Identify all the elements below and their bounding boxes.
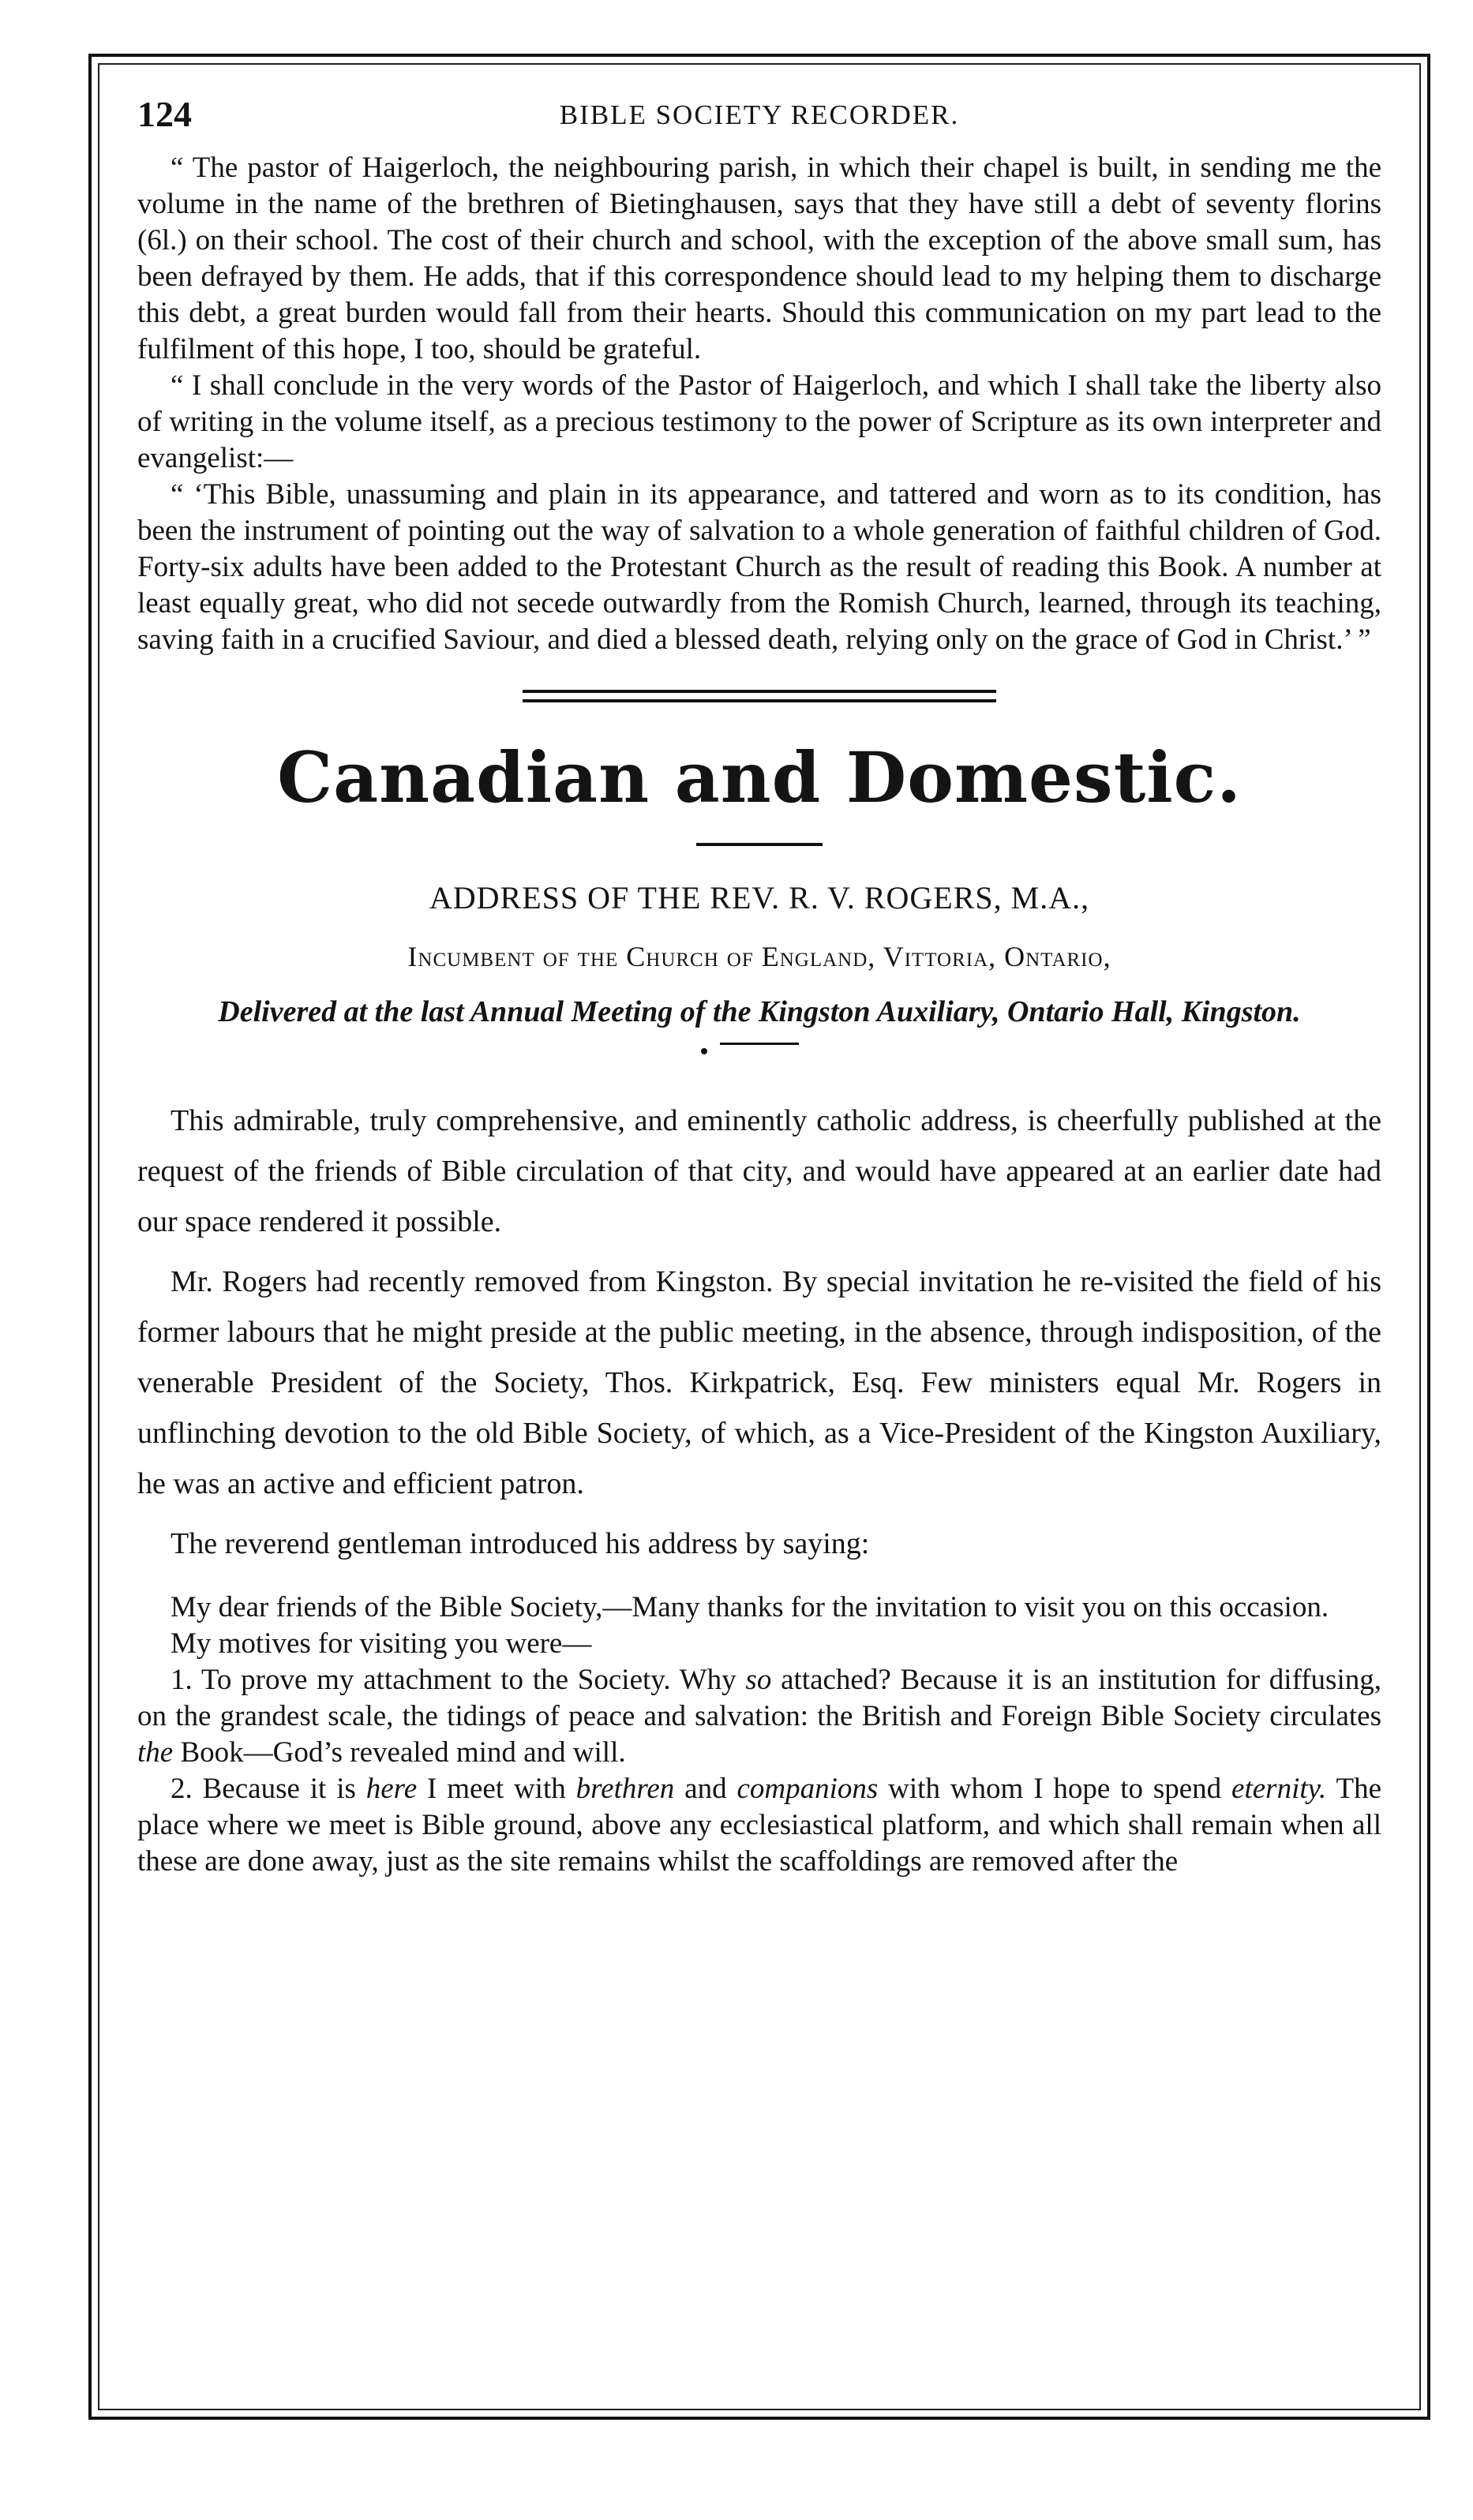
speech-paragraph (137, 1662, 1381, 1771)
page-frame (88, 54, 1430, 2420)
text-run: and (674, 1773, 737, 1805)
page-content (137, 150, 1381, 1880)
intro-paragraph: This admirable, truly comprehensive, and eminently catholic address, is cheerfully published at the request of the friends of Bible circulation of that city, and would have appeared at an earlier date had our space rendered it possible. (137, 1104, 1381, 1238)
italic-run: brethren (575, 1773, 675, 1805)
text-run: attached? Because it is an institution for diffusing, on the grandest scale, the tidings of peace and salvation: the British and Foreign Bible Society circulates (137, 1664, 1381, 1732)
italic-run: here (365, 1773, 418, 1805)
speech-paragraph: My motives for visiting you were— (171, 1627, 592, 1660)
address-text (137, 1590, 1381, 1880)
quoted-letter (137, 150, 1381, 658)
running-title: BIBLE SOCIETY RECORDER. (559, 99, 960, 130)
italic-run: eternity. (1231, 1773, 1327, 1805)
speech-paragraph: My dear friends of the Bible Society,—Many thanks for the invitation to visit you on this occasion. (171, 1591, 1329, 1623)
text-run: 1. To prove my attachment to the Society. Why (171, 1664, 746, 1696)
intro-paragraph: The reverend gentleman introduced his address by saying: (171, 1527, 870, 1560)
page-number: 124 (137, 94, 192, 134)
section-divider (523, 690, 996, 702)
text-run: I meet with (417, 1773, 576, 1805)
editorial-intro (137, 1095, 1381, 1569)
quote-paragraph: “ The pastor of Haigerloch, the neighbouring parish, in which their chapel is built, in sending me the volume in the name of the brethren of Bietinghausen, says that they have still a debt of seventy florins (6l.) on their school. The cost of their church and school, with the exception of the above small sum, has been defrayed by them. He adds, that if this correspondence should lead to my helping them to discharge this debt, a great burden would fall from their hearts. Should this communication on my part lead to the fulfilment of this hope, I too, should be grateful. (137, 152, 1381, 365)
text-run: The place where we meet is Bible ground, above any ecclesiastical platform, and which shall remain when all these are done away, just as the site remains whilst the scaffoldings are removed after the (137, 1773, 1381, 1878)
article-subtitle: Incumbent of the Church of England, Vittoria, Ontario, (407, 941, 1111, 972)
italic-run: the (137, 1736, 174, 1769)
article-rule (720, 1043, 799, 1045)
text-run: 2. Because it is (171, 1773, 366, 1805)
article-occasion: Delivered at the last Annual Meeting of the Kingston Auxiliary, Ontario Hall, Kingston. (218, 995, 1301, 1028)
intro-paragraph: Mr. Rogers had recently removed from Kingston. By special invitation he re-visited the field of his former labours that he might preside at the public meeting, in the absence, through indisposition, of the venerable President of the Society, Thos. Kirkpatrick, Esq. Few ministers equal Mr. Rogers in unflinching devotion to the old Bible Society, of which, as a Vice-President of the Kingston Auxiliary, he was an active and efficient patron. (137, 1265, 1381, 1500)
article-title: ADDRESS OF THE REV. R. V. ROGERS, M.A., (429, 880, 1090, 916)
italic-run: so (745, 1664, 772, 1696)
text-run: with whom I hope to spend (878, 1773, 1232, 1805)
speech-paragraph (137, 1771, 1381, 1880)
italic-run: companions (736, 1773, 879, 1805)
quote-paragraph: “ ‘This Bible, unassuming and plain in its appearance, and tattered and worn as to its condition, has been the instrument of pointing out the way of salvation to a whole generation of faithful children of God. Forty-six adults have been added to the Protestant Church as the result of reading this Book. A number at least equally great, who did not secede outwardly from the Romish Church, learned, through its teaching, saving faith in a crucified Saviour, and died a blessed death, relying only on the grace of God in Christ.’ ” (137, 478, 1381, 656)
text-run: Book—God’s revealed mind and will. (173, 1736, 626, 1769)
section-heading: Canadian and Domestic. (277, 736, 1242, 818)
quote-paragraph: “ I shall conclude in the very words of the Pastor of Haigerloch, and which I shall take the liberty also of writing in the volume itself, as a precious testimony to the power of Scripture as its own interpreter and evangelist:— (137, 369, 1381, 474)
page-header (137, 93, 1381, 140)
ornament-dot (701, 1048, 707, 1054)
heading-rule (696, 843, 823, 846)
